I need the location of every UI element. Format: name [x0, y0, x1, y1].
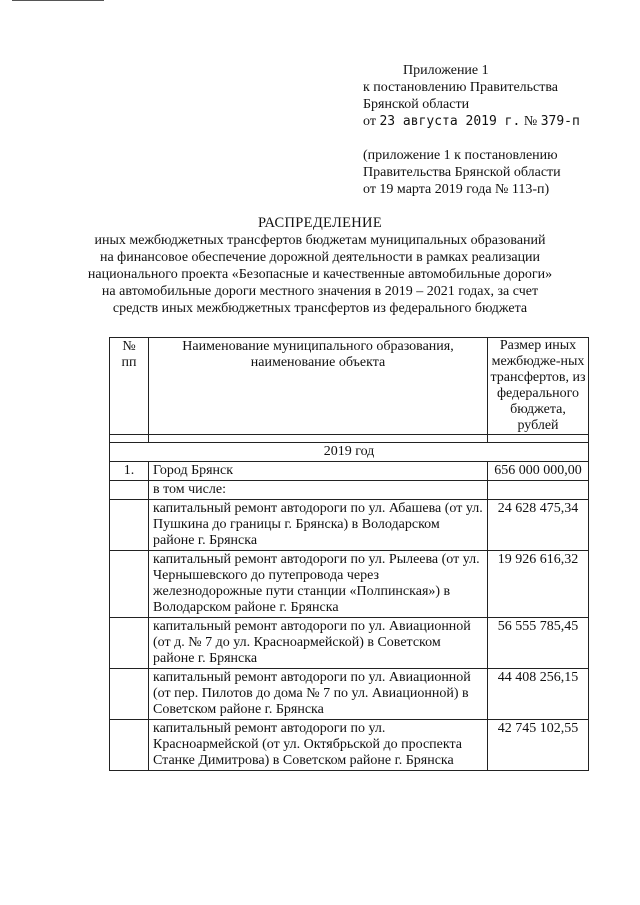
year-label: 2019 год — [110, 443, 589, 462]
table-row — [110, 618, 589, 669]
row-amount: 24 628 475,34 — [488, 500, 589, 551]
table-header-row — [110, 338, 589, 435]
row-amount — [488, 481, 589, 500]
header-amount: Размер иных межбюдже-ных трансфертов, из федерального бюджета, рублей — [488, 338, 589, 435]
table-row — [110, 669, 589, 720]
appendix-line3: Брянской области — [363, 97, 470, 112]
row-name: в том числе: — [149, 481, 488, 500]
table-row — [110, 500, 589, 551]
document-title — [0, 215, 640, 317]
row-name: Город Брянск — [149, 462, 488, 481]
row-name: капитальный ремонт автодороги по ул. Авиационной (от пер. Пилотов до дома № 7 по ул. Авиационной) в Советском районе г. Брянска — [149, 669, 488, 720]
row-num — [110, 720, 149, 771]
row-num — [110, 500, 149, 551]
year-row — [110, 443, 589, 462]
table-row — [110, 720, 589, 771]
row-num — [110, 669, 149, 720]
from-label: от — [363, 114, 376, 129]
appendix-date-line — [363, 113, 623, 130]
row-name: капитальный ремонт автодороги по ул. Рылеева (от ул. Чернышевского до путепровода через железнодорожные пути станции «Полпинская») в Володарском районе г. Брянска — [149, 551, 488, 618]
row-name: капитальный ремонт автодороги по ул. Красноармейской (от ул. Октябрьской до проспекта Станке Димитрова) в Советском районе г. Брянска — [149, 720, 488, 771]
row-num: 1. — [110, 462, 149, 481]
note-line3: от 19 марта 2019 года № 113-п) — [363, 182, 550, 197]
row-amount: 56 555 785,45 — [488, 618, 589, 669]
row-amount: 42 745 102,55 — [488, 720, 589, 771]
header-num: № пп — [110, 338, 149, 435]
row-amount: 44 408 256,15 — [488, 669, 589, 720]
number-label: № — [523, 114, 538, 129]
header-name: Наименование муниципального образования, наименование объекта — [149, 338, 488, 435]
title-line5: средств иных межбюджетных трансфертов из федерального бюджета — [112, 301, 528, 316]
appendix-line2: к постановлению Правительства — [363, 80, 559, 95]
title-line1: иных межбюджетных трансфертов бюджетам муниципальных образований — [94, 233, 546, 248]
row-name: капитальный ремонт автодороги по ул. Абашева (от ул. Пушкина до границы г. Брянска) в Володарском районе г. Брянска — [149, 500, 488, 551]
appendix-block — [363, 62, 623, 198]
table-row — [110, 551, 589, 618]
appendix-line1: Приложение 1 — [403, 63, 489, 78]
title-line2: на финансовое обеспечение дорожной деятельности в рамках реализации — [99, 250, 541, 265]
row-amount: 19 926 616,32 — [488, 551, 589, 618]
top-edge-line — [12, 0, 104, 1]
note-line2: Правительства Брянской области — [363, 165, 561, 180]
title-heading: РАСПРЕДЕЛЕНИЕ — [258, 215, 382, 231]
row-name: капитальный ремонт автодороги по ул. Авиационной (от д. № 7 до ул. Красноармейской) в Советском районе г. Брянска — [149, 618, 488, 669]
title-line3: национального проекта «Безопасные и качественные автомобильные дороги» — [87, 267, 553, 282]
table-row — [110, 462, 589, 481]
title-line4: на автомобильные дороги местного значения в 2019 – 2021 годах, за счет — [101, 284, 539, 299]
table-row — [110, 481, 589, 500]
note-line1: (приложение 1 к постановлению — [363, 148, 558, 163]
number-typed: 379-п — [540, 114, 580, 129]
row-num — [110, 481, 149, 500]
date-typed: 23 августа 2019 г. — [379, 114, 521, 129]
row-num — [110, 551, 149, 618]
row-num — [110, 618, 149, 669]
distribution-table — [109, 337, 589, 771]
row-amount: 656 000 000,00 — [488, 462, 589, 481]
